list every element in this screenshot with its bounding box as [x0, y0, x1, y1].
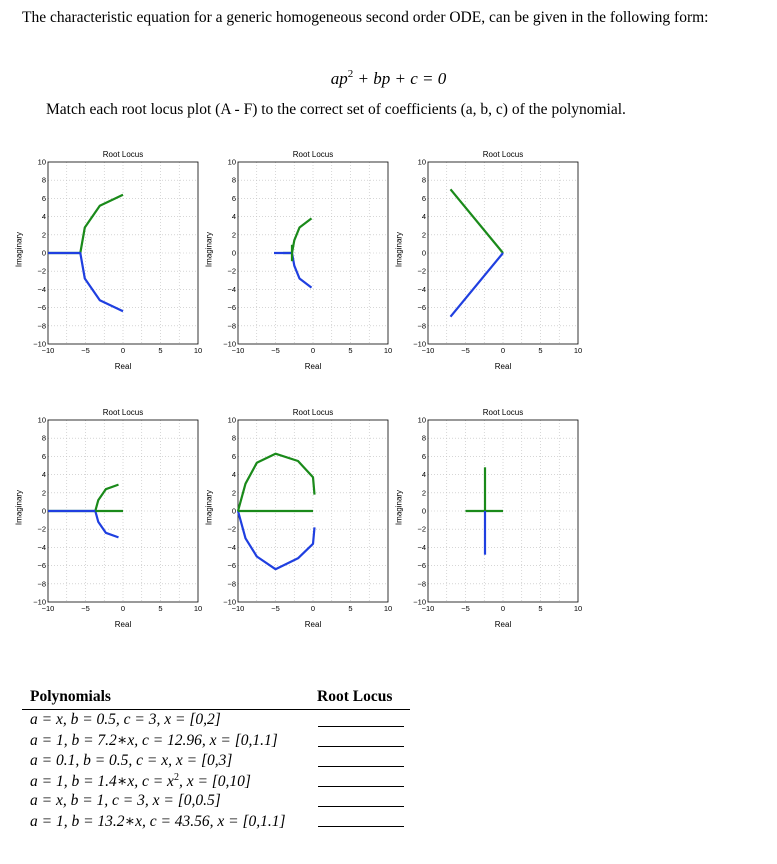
y-tick-label: 4 [421, 470, 426, 480]
y-tick-label: −8 [37, 321, 46, 331]
y-tick-label: −6 [227, 561, 236, 571]
y-tick-label: 4 [41, 212, 46, 222]
root-locus-plot-6 [388, 408, 588, 632]
y-tick-label: −10 [33, 597, 46, 607]
y-tick-label: 2 [231, 488, 236, 498]
answer-blank-6[interactable] [318, 826, 404, 827]
green-locus-branch [48, 485, 119, 511]
answer-blank-2[interactable] [318, 746, 404, 747]
y-tick-label: 4 [231, 212, 236, 222]
answer-blank-1[interactable] [318, 726, 404, 727]
y-tick-label: 0 [41, 248, 46, 258]
y-tick-label: −2 [37, 266, 46, 276]
y-tick-label: −8 [37, 579, 46, 589]
x-axis-label: Real [304, 362, 322, 371]
root-locus-plot-5 [198, 408, 398, 632]
y-tick-label: −6 [37, 561, 46, 571]
y-tick-label: −2 [37, 524, 46, 534]
y-axis-label: Imaginary [14, 231, 24, 268]
x-tick-label: −5 [81, 604, 90, 613]
y-tick-label: 8 [421, 433, 426, 443]
y-tick-label: 8 [231, 433, 236, 443]
x-tick-label: 0 [500, 604, 506, 613]
y-tick-label: 10 [227, 157, 236, 167]
x-axis-label: Real [114, 620, 132, 629]
x-axis-label: Real [114, 362, 132, 371]
y-tick-label: −4 [417, 542, 426, 552]
root-locus-header: Root Locus [317, 688, 393, 705]
y-tick-label: 6 [41, 193, 46, 203]
answer-blank-3[interactable] [318, 766, 404, 767]
x-tick-label: 0 [310, 604, 316, 613]
y-axis-label: Imaginary [14, 489, 24, 526]
polynomial-row-5: a = x, b = 1, c = 3, x = [0,0.5] [30, 792, 221, 809]
y-tick-label: −10 [33, 339, 46, 349]
x-tick-label: 0 [120, 346, 126, 355]
y-tick-label: 2 [421, 488, 426, 498]
green-locus-branch [283, 218, 312, 253]
x-tick-label: −10 [421, 604, 435, 613]
y-tick-label: −2 [227, 266, 236, 276]
y-axis-label: Imaginary [394, 489, 404, 526]
y-tick-label: 8 [421, 175, 426, 185]
instruction-text: Match each root locus plot (A - F) to the correct set of coefficients (a, b, c) of the polynomial. [46, 101, 626, 118]
polynomial-row-1: a = x, b = 0.5, c = 3, x = [0,2] [30, 711, 221, 728]
y-tick-label: −6 [37, 303, 46, 313]
y-tick-label: −8 [417, 579, 426, 589]
x-tick-label: −10 [231, 346, 245, 355]
y-tick-label: 4 [41, 470, 46, 480]
polynomial-row-6: a = 1, b = 13.2∗x, c = 43.56, x = [0,1.1] [30, 813, 286, 830]
x-tick-label: 5 [158, 346, 163, 355]
equation-exponent: 2 [347, 68, 354, 80]
y-tick-label: 8 [41, 433, 46, 443]
y-tick-label: −4 [227, 284, 236, 294]
y-tick-label: 10 [417, 415, 426, 425]
plot-canvas [8, 408, 208, 632]
equation-rest: + bp + c = 0 [353, 69, 447, 88]
y-tick-label: 2 [421, 230, 426, 240]
x-tick-label: 5 [158, 604, 163, 613]
polynomial-row-3: a = 0.1, b = 0.5, c = x, x = [0,3] [30, 752, 233, 769]
y-tick-label: 6 [231, 193, 236, 203]
polynomial-row-4 [30, 772, 251, 791]
equation-lhs: ap [330, 69, 348, 88]
y-tick-label: 4 [421, 212, 426, 222]
x-tick-label: −5 [461, 346, 470, 355]
plot-title: Root Locus [292, 150, 334, 159]
y-tick-label: 10 [37, 415, 46, 425]
plot-title: Root Locus [482, 150, 524, 159]
x-tick-label: 10 [193, 346, 203, 355]
plot-canvas [8, 150, 208, 374]
x-tick-label: −5 [271, 346, 280, 355]
y-tick-label: −8 [227, 579, 236, 589]
row-4-pre: a = 1, b = 1.4∗x, c = x [30, 773, 174, 790]
x-tick-label: 5 [348, 346, 353, 355]
y-tick-label: −10 [223, 339, 236, 349]
plot-title: Root Locus [292, 408, 334, 417]
row-4-post: , x = [0,10] [178, 773, 251, 790]
blue-locus-branch [451, 253, 504, 317]
x-tick-label: −5 [271, 604, 280, 613]
polynomials-header: Polynomials [30, 688, 111, 705]
x-tick-label: −10 [231, 604, 245, 613]
y-tick-label: 6 [421, 193, 426, 203]
root-locus-plot-4 [8, 408, 208, 632]
y-tick-label: −2 [227, 524, 236, 534]
y-tick-label: −4 [227, 542, 236, 552]
y-tick-label: 4 [231, 470, 236, 480]
y-axis-label: Imaginary [394, 231, 404, 268]
y-tick-label: 0 [421, 506, 426, 516]
polynomial-row-2: a = 1, b = 7.2∗x, c = 12.96, x = [0,1.1] [30, 732, 278, 749]
blue-locus-branch [238, 511, 315, 569]
blue-locus-branch [48, 511, 119, 537]
y-tick-label: 0 [231, 248, 236, 258]
x-tick-label: 0 [120, 604, 126, 613]
root-locus-plot-1 [8, 150, 208, 374]
plot-title: Root Locus [482, 408, 524, 417]
y-tick-label: 8 [231, 175, 236, 185]
x-tick-label: −10 [421, 346, 435, 355]
y-tick-label: 2 [41, 488, 46, 498]
y-tick-label: 2 [231, 230, 236, 240]
green-locus-branch [451, 189, 504, 253]
plot-canvas [388, 408, 588, 632]
y-tick-label: −4 [37, 542, 46, 552]
row-4-exponent: 2 [173, 772, 179, 783]
y-tick-label: −8 [227, 321, 236, 331]
x-tick-label: 10 [383, 604, 393, 613]
x-tick-label: 10 [573, 346, 583, 355]
y-tick-label: −6 [417, 561, 426, 571]
plot-title: Root Locus [102, 408, 144, 417]
x-tick-label: 5 [348, 604, 353, 613]
x-tick-label: −10 [41, 346, 55, 355]
x-tick-label: 10 [573, 604, 583, 613]
y-tick-label: 10 [37, 157, 46, 167]
x-tick-label: −5 [461, 604, 470, 613]
y-tick-label: −4 [37, 284, 46, 294]
y-axis-label: Imaginary [204, 231, 214, 268]
y-tick-label: 0 [421, 248, 426, 258]
x-tick-label: 0 [500, 346, 506, 355]
plot-canvas [198, 408, 398, 632]
y-tick-label: −6 [417, 303, 426, 313]
y-tick-label: 10 [417, 157, 426, 167]
x-axis-label: Real [494, 362, 512, 371]
y-tick-label: −2 [417, 266, 426, 276]
table-rule [22, 709, 410, 710]
characteristic-equation [0, 68, 777, 89]
answer-blank-5[interactable] [318, 806, 404, 807]
y-tick-label: 8 [41, 175, 46, 185]
y-tick-label: 10 [227, 415, 236, 425]
x-tick-label: 10 [193, 604, 203, 613]
x-tick-label: −5 [81, 346, 90, 355]
x-axis-label: Real [304, 620, 322, 629]
y-tick-label: −2 [417, 524, 426, 534]
y-tick-label: −10 [413, 339, 426, 349]
root-locus-plot-3 [388, 150, 588, 374]
intro-text: The characteristic equation for a generic homogeneous second order ODE, can be given in the following form: [22, 9, 709, 26]
x-tick-label: 5 [538, 604, 543, 613]
y-tick-label: −10 [223, 597, 236, 607]
x-tick-label: 10 [383, 346, 393, 355]
y-tick-label: 6 [41, 451, 46, 461]
plot-title: Root Locus [102, 150, 144, 159]
y-tick-label: −4 [417, 284, 426, 294]
y-tick-label: 2 [41, 230, 46, 240]
x-tick-label: 0 [310, 346, 316, 355]
y-tick-label: 6 [421, 451, 426, 461]
green-locus-branch [238, 454, 315, 511]
plot-canvas [388, 150, 588, 374]
y-tick-label: −10 [413, 597, 426, 607]
y-tick-label: 6 [231, 451, 236, 461]
y-tick-label: 0 [41, 506, 46, 516]
root-locus-plot-2 [198, 150, 398, 374]
x-axis-label: Real [494, 620, 512, 629]
x-tick-label: −10 [41, 604, 55, 613]
y-tick-label: 0 [231, 506, 236, 516]
green-locus-branch [48, 195, 123, 253]
x-tick-label: 5 [538, 346, 543, 355]
y-axis-label: Imaginary [204, 489, 214, 526]
y-tick-label: −8 [417, 321, 426, 331]
plot-canvas [198, 150, 398, 374]
answer-blank-4[interactable] [318, 786, 404, 787]
y-tick-label: −6 [227, 303, 236, 313]
